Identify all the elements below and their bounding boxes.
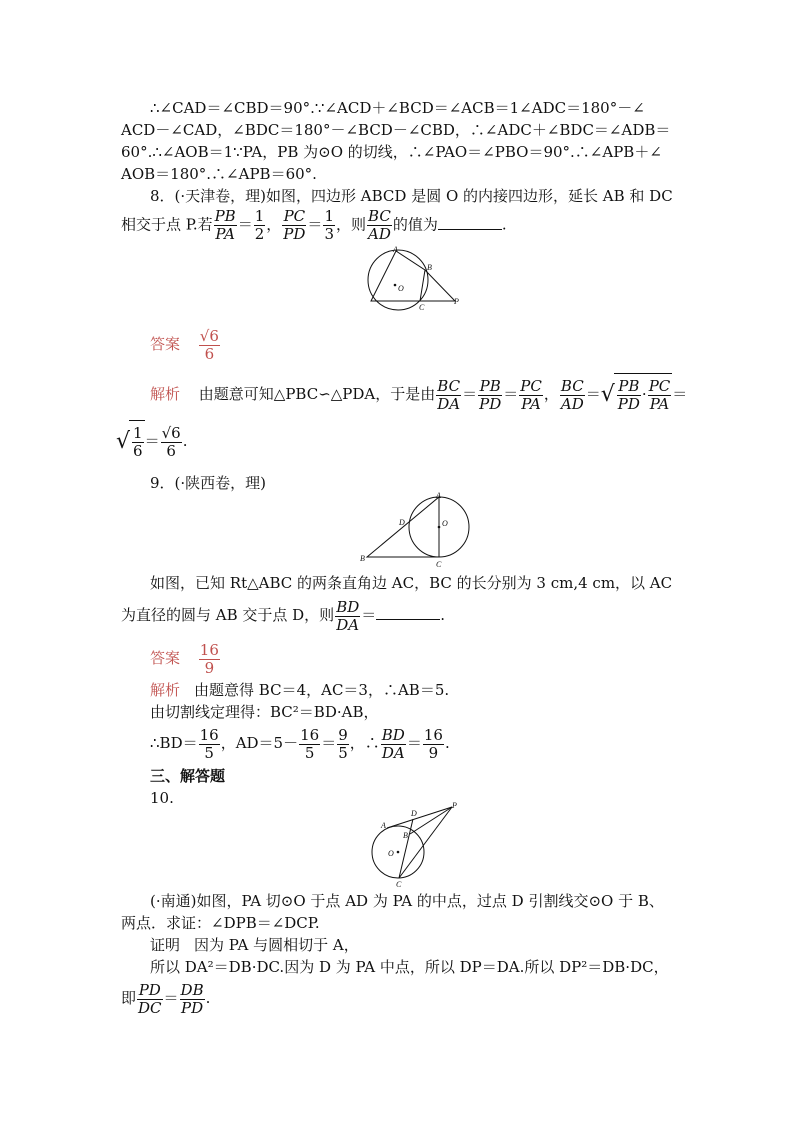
figure-9-label-o: O — [442, 519, 448, 528]
solution-9-line-3: ∴BD＝ $\frac{16}{5}$ ，AD＝5－ $\frac{16}{5}$ ＝ $\frac{9}{5}$ ，∴ $\frac{BD}{DA}$ ＝ $\frac{16}{9}$ . — [150, 725, 450, 762]
solution-label: 解析 — [150, 385, 181, 403]
figure-9-label-d: D — [399, 518, 405, 527]
solution-line-4: AOB＝180°.∴∠APB＝60°. — [121, 165, 317, 183]
figure-10-label-o: O — [388, 849, 394, 858]
solution-line-3: 60°.∴∠AOB＝1∵PA，PB 为⊙O 的切线，∴∠PAO＝∠PBO＝90°.∴∠APB＋∠ — [121, 143, 662, 161]
figure-9-label-a: A — [436, 491, 441, 500]
answer-blank — [376, 605, 440, 620]
question-9-line-1: 9．(·陕西卷，理) — [150, 474, 267, 492]
question-9-line-3: 为直径的圆与 AB 交于点 D，则 $\frac{BD}{DA}$ ＝ . — [121, 597, 446, 634]
question-10-line-1: (·南通)如图，PA 切⊙O 于点 AD 为 PA 的中点，过点 D 引割线交⊙O 于 B、 — [150, 892, 664, 910]
figure-8-diagram — [360, 245, 470, 315]
figure-10-label-a: A — [381, 821, 386, 830]
figure-10-label-b: B — [403, 831, 408, 840]
proof-label: 证明 — [150, 936, 181, 954]
figure-8-center — [394, 284, 397, 287]
figure-8-label-o: O — [398, 284, 404, 293]
solution-8-line-2: √ $\frac{1}{6}$ ＝ $\frac{√6}{6}$ . — [116, 420, 187, 462]
solution-9-line-2: 由切割线定理得：BC²＝BD·AB， — [150, 703, 379, 721]
figure-9-diagram — [352, 490, 477, 570]
figure-9-center — [438, 526, 441, 529]
question-9-line-2: 如图，已知 Rt△ABC 的两条直角边 AC，BC 的长分别为 3 cm,4 cm，以 AC — [150, 574, 673, 592]
figure-8-label-b: B — [427, 263, 432, 272]
figure-8-label-c: C — [419, 303, 425, 312]
question-10-line-2: 两点．求证：∠DPB＝∠DCP. — [121, 914, 320, 932]
figure-10-label-c: C — [396, 880, 402, 889]
solution-8-line-1: 解析 由题意可知△PBC∽△PDA，于是由 $\frac{BC}{DA}$ ＝ $\frac{PB}{PD}$ ＝ $\frac{PC}{PA}$ ， $\frac{BC}{AD}$ ＝√ $\frac{PB}{PD}$ · $\frac{PC}{PA}$ ＝ — [150, 373, 687, 415]
figure-10-diagram — [368, 800, 463, 890]
solution-9-line-1: 解析 由题意得 BC＝4，AC＝3，∴AB＝5. — [150, 681, 450, 699]
question-10-number: 10. — [150, 789, 174, 807]
figure-9-label-c: C — [436, 560, 442, 569]
answer-9: 答案 $\frac{16}{9}$ — [150, 640, 219, 677]
answer-label: 答案 — [150, 649, 181, 667]
figure-10-label-d: D — [411, 809, 417, 818]
figure-9-triangle — [367, 497, 439, 557]
proof-10-line-2: 所以 DA²＝DB·DC.因为 D 为 PA 中点，所以 DP＝DA.所以 DP²＝DB·DC， — [150, 958, 669, 976]
solution-label: 解析 — [150, 681, 181, 699]
question-8-line-1: 8．(·天津卷，理)如图，四边形 ABCD 是圆 O 的内接四边形，延长 AB 和 DC — [150, 187, 673, 205]
proof-10-line-3: 即 $\frac{PD}{DC}$ ＝ $\frac{DB}{PD}$ . — [121, 980, 211, 1017]
figure-10-tangent-pa — [387, 807, 452, 828]
answer-8: 答案 $\frac{√6}{6}$ — [150, 326, 219, 363]
figure-10-label-p: P — [452, 801, 457, 810]
answer-label: 答案 — [150, 335, 181, 353]
figure-10-center — [397, 851, 400, 854]
solution-line-1: ∴∠CAD＝∠CBD＝90°.∵∠ACD＋∠BCD＝∠ACB＝1∠ADC＝180°－∠ — [150, 99, 645, 117]
answer-blank — [438, 215, 502, 230]
solution-line-2: ACD－∠CAD，∠BDC＝180°－∠BCD－∠CBD，∴∠ADC＋∠BDC＝∠ADB＝ — [121, 121, 671, 139]
section-heading: 三、解答题 — [150, 767, 226, 785]
proof-10-line-1: 证明 因为 PA 与圆相切于 A， — [150, 936, 359, 954]
figure-8-quadrilateral — [371, 251, 425, 301]
figure-8-line-bp — [425, 270, 455, 301]
figure-8-label-a: A — [393, 245, 398, 254]
question-8-line-2: 相交于点 P.若 $\frac{PB}{PA}$ ＝ $\frac{1}{2}$ ， $\frac{PC}{PD}$ ＝ $\frac{1}{3}$ ，则 $\frac{BC}{AD}$ 的值为 . — [121, 207, 507, 243]
figure-8-label-p: P — [454, 297, 459, 306]
figure-9-label-b: B — [360, 554, 365, 563]
